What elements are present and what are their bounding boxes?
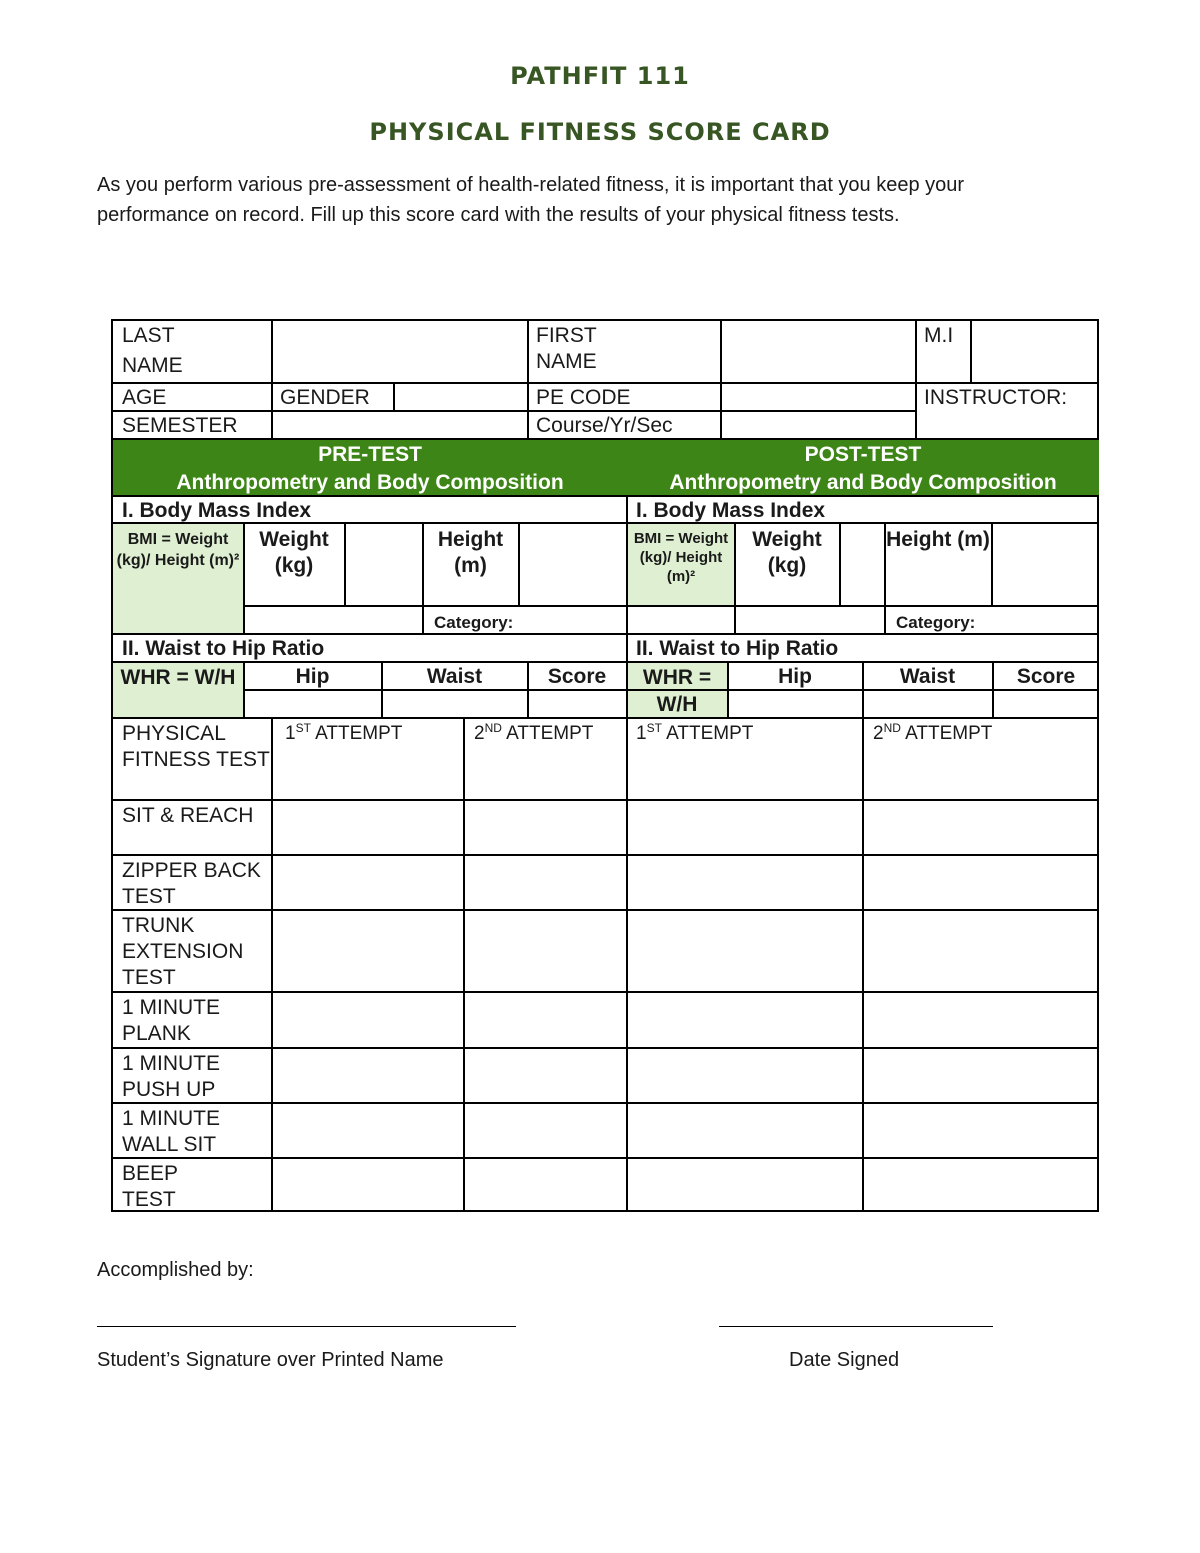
post-attempt1-label	[627, 719, 862, 745]
pre-attempt1-text: ATTEMPT	[315, 723, 403, 744]
pre-attempt2-ordinal: 2	[474, 723, 485, 744]
pre-category-label: Category:	[434, 613, 514, 632]
physical-fitness-test-label: PHYSICAL FITNESS TEST	[122, 722, 270, 771]
pre-hip-label: Hip	[295, 665, 330, 688]
pre-attempt1-suffix: ST	[295, 721, 311, 735]
post-attempt2-ordinal: 2	[873, 723, 884, 744]
pe-code-label: PE CODE	[536, 386, 631, 409]
post-test-subtitle: Anthropometry and Body Composition	[669, 471, 1057, 494]
post-test-header	[627, 439, 1099, 495]
pre-bmi-section-label: I. Body Mass Index	[122, 499, 312, 522]
signature-label: Student’s Signature over Printed Name	[97, 1349, 444, 1371]
post-weight-label: Weight (kg)	[752, 528, 822, 577]
post-attempt2-suffix: ND	[883, 721, 901, 735]
test-row-label: TRUNK EXTENSION TEST	[122, 914, 244, 989]
pre-test-title: PRE-TEST	[318, 443, 422, 466]
post-weight-field[interactable]	[839, 523, 884, 605]
first-name-label-line2: NAME	[536, 350, 597, 373]
gender-field[interactable]	[393, 383, 527, 411]
date-signed-label: Date Signed	[789, 1349, 900, 1371]
date-line[interactable]	[719, 1326, 993, 1327]
post-attempt2-label	[864, 719, 1099, 745]
pe-code-field[interactable]	[720, 383, 915, 411]
pre-whr-section-label: II. Waist to Hip Ratio	[122, 637, 325, 660]
last-name-label-line2: NAME	[122, 354, 183, 377]
test-row-label: 1 MINUTE PLANK	[122, 996, 221, 1045]
pre-test-subtitle: Anthropometry and Body Composition	[176, 471, 564, 494]
test-row-label: SIT & REACH	[122, 804, 254, 827]
document-subtitle: PHYSICAL FITNESS SCORE CARD	[369, 118, 831, 146]
post-bmi-section-label: I. Body Mass Index	[636, 499, 826, 522]
course-label: Course/Yr/Sec	[536, 414, 673, 437]
signature-line[interactable]	[97, 1326, 516, 1327]
first-name-label-line1: FIRST	[536, 324, 597, 347]
pre-attempt1-label	[273, 719, 463, 745]
test-row-label: ZIPPER BACK TEST	[122, 859, 261, 908]
pre-test-header	[113, 439, 627, 495]
pre-height-label: Height (m)	[437, 528, 504, 577]
post-hip-label: Hip	[778, 665, 812, 688]
mi-field[interactable]	[970, 321, 1099, 383]
pre-weight-field[interactable]	[344, 523, 422, 605]
post-attempt2-text: ATTEMPT	[905, 723, 993, 744]
post-score-label: Score	[1016, 665, 1076, 688]
pre-height-field[interactable]	[518, 523, 626, 605]
pre-weight-label: Weight (kg)	[259, 528, 329, 577]
pre-attempt2-suffix: ND	[484, 721, 502, 735]
post-attempt1-ordinal: 1	[636, 723, 647, 744]
semester-field[interactable]	[271, 411, 527, 439]
pre-attempt2-text: ATTEMPT	[506, 723, 594, 744]
post-attempt1-text: ATTEMPT	[666, 723, 754, 744]
post-whr-formula: WHR = W/H	[642, 666, 712, 716]
post-bmi-formula: BMI = Weight (kg)/ Height (m)²	[633, 530, 729, 585]
first-name-label	[527, 321, 720, 383]
post-height-field[interactable]	[991, 523, 1099, 605]
last-name-label-line1: LAST	[122, 324, 175, 347]
pre-attempt2-label	[465, 719, 625, 745]
post-whr-section-label: II. Waist to Hip Ratio	[636, 637, 839, 660]
pre-score-label: Score	[547, 665, 607, 688]
gender-label: GENDER	[280, 386, 370, 409]
score-card-table	[111, 319, 1099, 1212]
first-name-field[interactable]	[720, 321, 915, 383]
post-attempt1-suffix: ST	[646, 721, 662, 735]
post-height-label: Height (m)	[886, 528, 990, 551]
pre-whr-formula: WHR = W/H	[120, 666, 236, 689]
course-field[interactable]	[720, 411, 915, 439]
document-title: PATHFIT 111	[510, 62, 690, 90]
test-row-label: 1 MINUTE PUSH UP	[122, 1052, 221, 1101]
pre-waist-label: Waist	[426, 665, 483, 688]
mi-label: M.I	[924, 324, 954, 347]
pre-attempt1-ordinal: 1	[285, 723, 296, 744]
pre-category-blank[interactable]	[243, 606, 422, 633]
post-test-title: POST-TEST	[804, 443, 922, 466]
instructor-label: INSTRUCTOR:	[924, 386, 1068, 409]
pre-bmi-formula: BMI = Weight (kg)/ Height (m)²	[116, 531, 240, 569]
age-label: AGE	[122, 386, 167, 409]
test-row-label: BEEP TEST	[122, 1162, 178, 1211]
semester-label: SEMESTER	[122, 414, 238, 437]
post-waist-label: Waist	[899, 665, 956, 688]
accomplished-by-label: Accomplished by:	[97, 1259, 254, 1281]
test-row-label: 1 MINUTE WALL SIT	[122, 1107, 221, 1156]
post-category-label: Category:	[896, 613, 976, 632]
intro-paragraph: As you perform various pre-assessment of health-related fitness, it is important that you keep your performance on record. Fill up this score card with the results of your physical fitness tests.	[97, 174, 965, 226]
last-name-field[interactable]	[271, 321, 527, 383]
last-name-label	[113, 321, 271, 383]
